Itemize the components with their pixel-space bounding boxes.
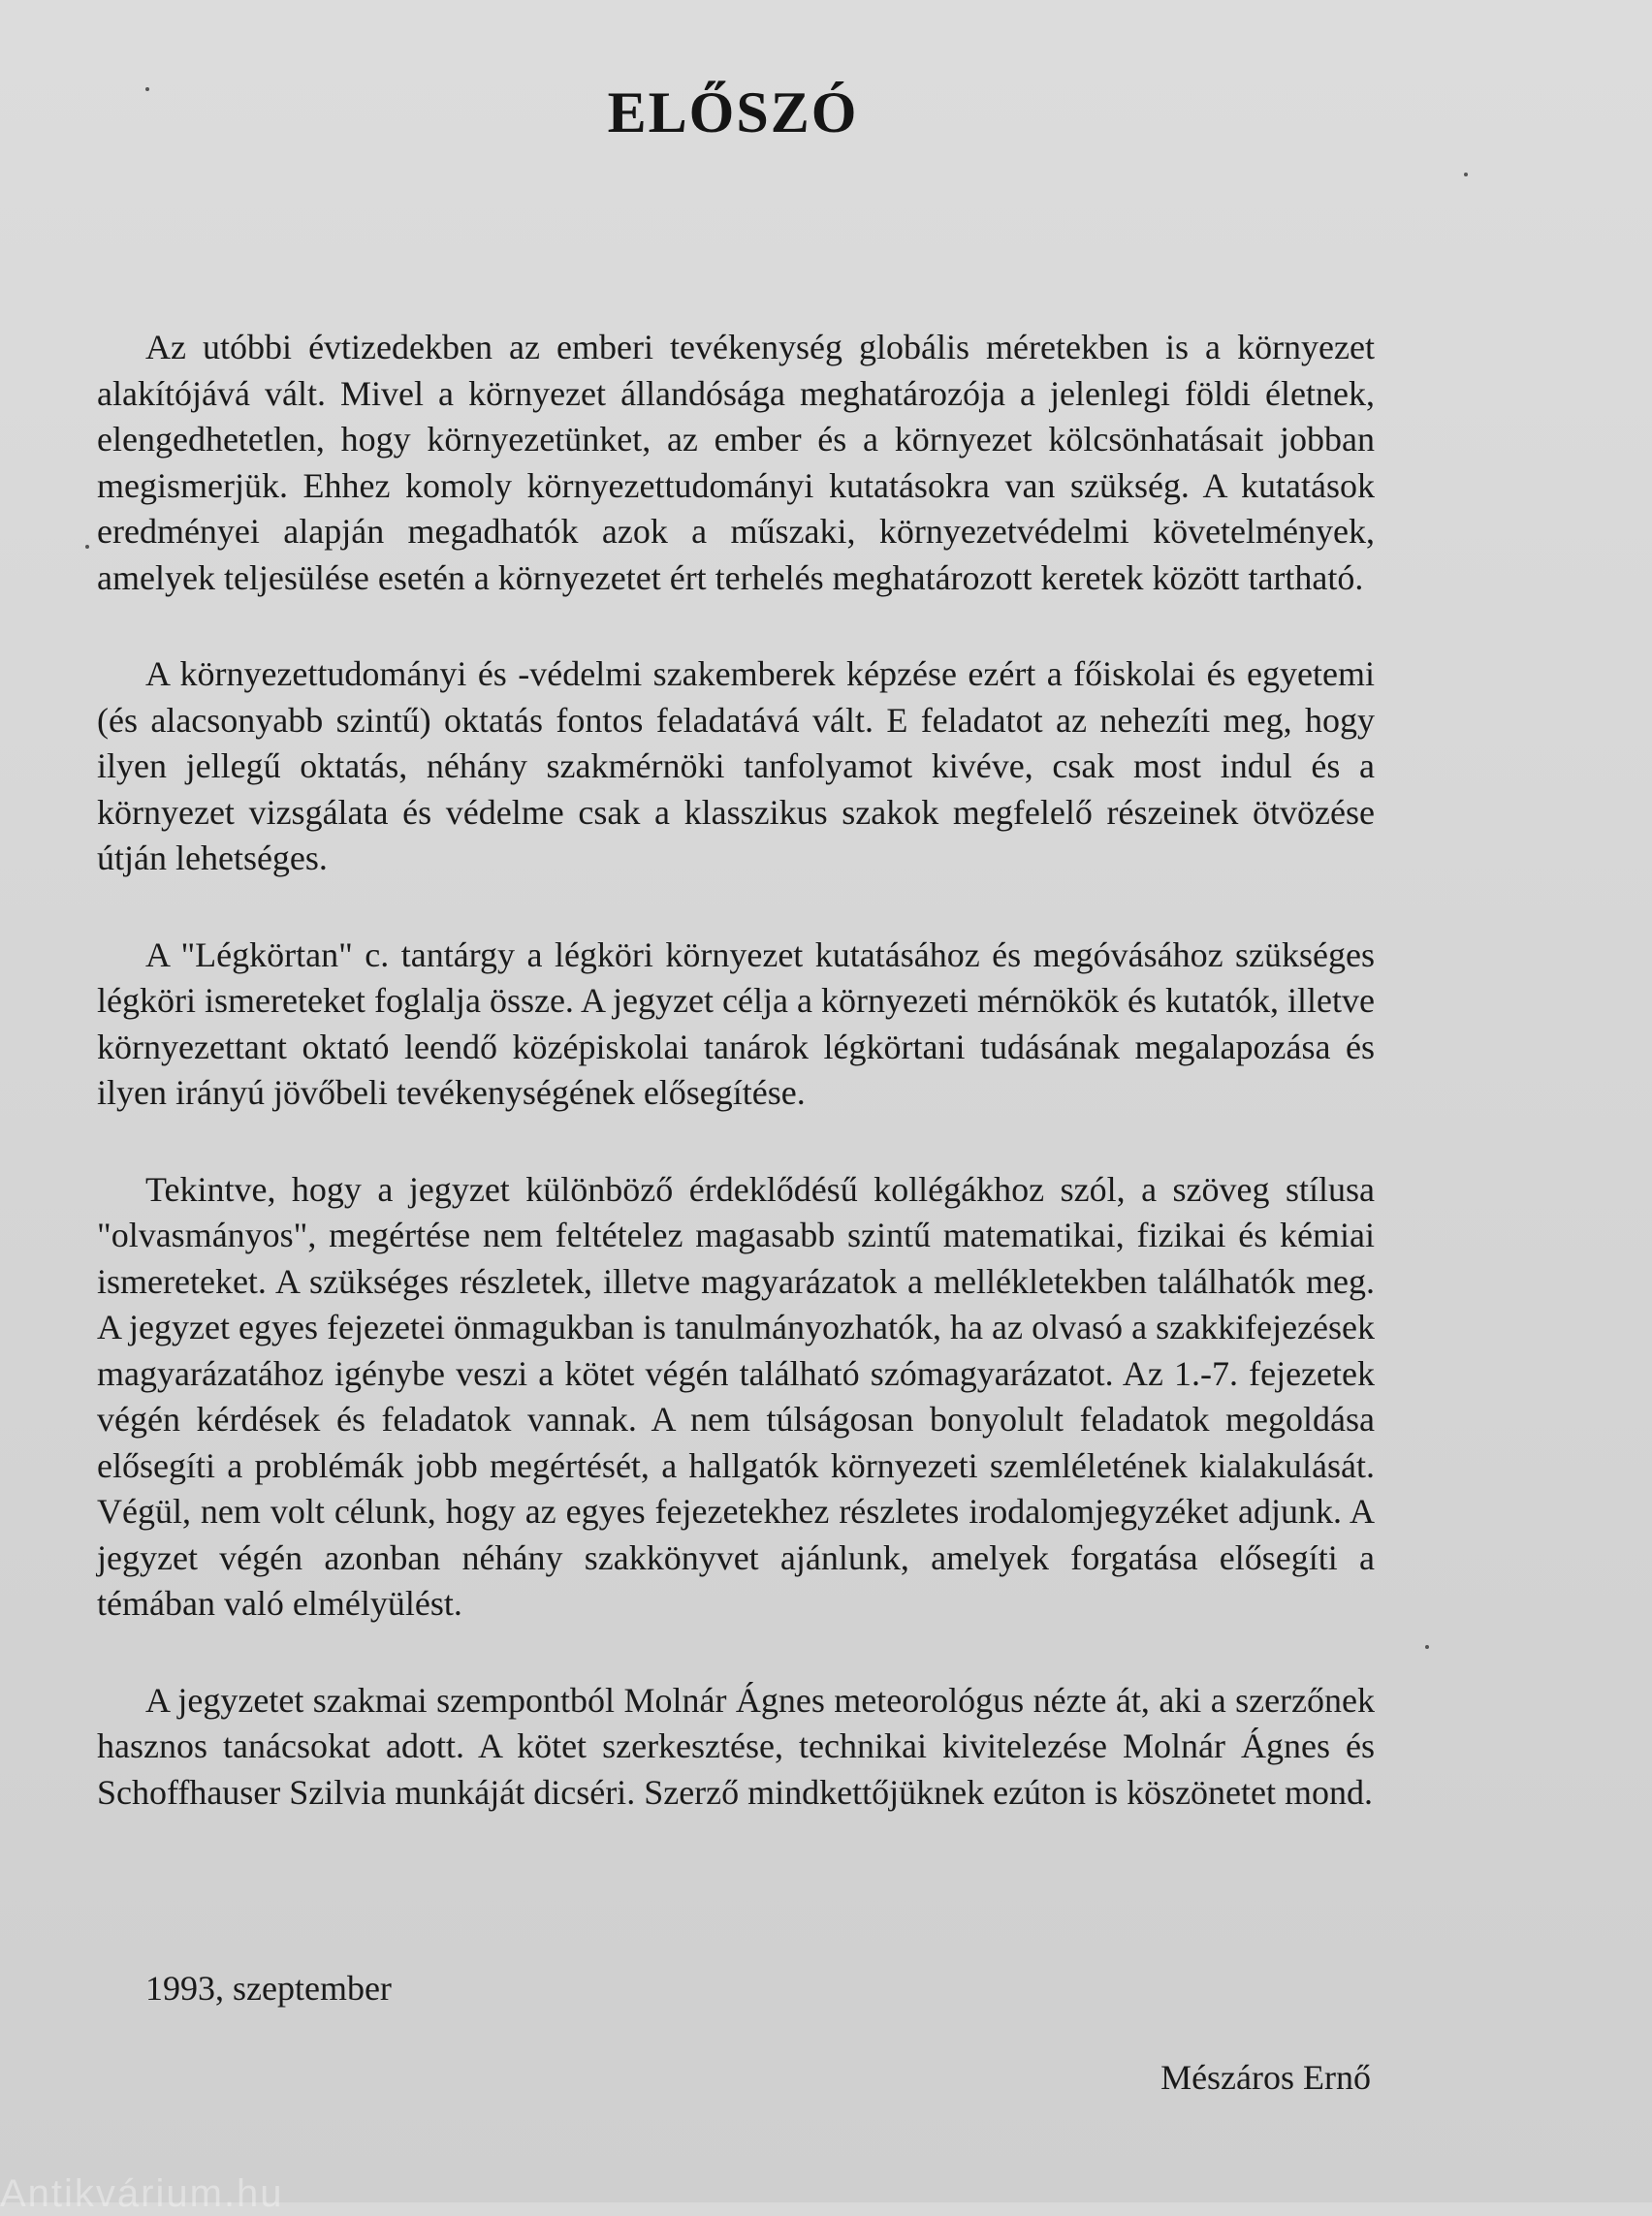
paragraph-4: Tekintve, hogy a jegyzet különböző érdeklődésű kollégákhoz szól, a szöveg stílusa "olvasmányos", megértése nem feltételez magasabb szintű matematikai, fizikai és kémiai ismereteket. A szükséges részletek, illetve magyarázatok a mellékletekben találhatók meg. A jegyzet egyes fejezetei önmagukban is tanulmányozhatók, ha az olvasó a szakkifejezések magyarázatához igénybe veszi a kötet végén található szómagyarázatot. Az 1.-7. fejezetek végén kérdések és feladatok vannak. A nem túlságosan bonyolult feladatok megoldása elősegíti a problémák jobb megértését, a hallgatók környezeti szemléletének kialakulását. Végül, nem volt célunk, hogy az egyes fejezetekhez részletes irodalomjegyzéket adjunk. A jegyzet végén azonban néhány szakkönyvet ajánlunk, amelyek forgatása elősegíti a témában való elmélyülést. — [97, 1169, 1375, 1623]
paper-speck — [1425, 1645, 1429, 1649]
page-title: ELŐSZÓ — [607, 80, 859, 144]
paragraph-5: A jegyzetet szakmai szempontból Molnár Ágnes meteorológus nézte át, aki a szerzőnek hasznos tanácsokat adott. A kötet szerkesztése, technikai kivitelezése Molnár Ágnes és Schoffhauser Szilvia munkáját dicséri. Szerző mindkettőjüknek ezúton is köszönetet mond. — [97, 1680, 1375, 1812]
paper-speck — [1464, 173, 1468, 176]
watermark: Antikvárium.hu — [0, 2172, 284, 2215]
date-line: 1993, szeptember — [145, 1969, 392, 2008]
paper-speck — [85, 545, 89, 549]
paragraph-2: A környezettudományi és -védelmi szakemberek képzése ezért a főiskolai és egyetemi (és alacsonyabb szintű) oktatás fontos feladatává vált. E feladatot az nehezíti meg, hogy ilyen jellegű oktatás, néhány szakmérnöki tanfolyamot kivéve, csak most indul és a környezet vizsgálata és védelme csak a klasszikus szakok megfelelő részeinek ötvözése útján lehetséges. — [97, 654, 1375, 877]
paper-speck — [145, 87, 149, 91]
author-signature: Mészáros Ernő — [1160, 2058, 1371, 2097]
paragraph-1: Az utóbbi évtizedekben az emberi tevékenység globális méretekben is a környezet alakítójává vált. Mivel a környezet állandósága meghatározója a jelenlegi földi életnek, elengedhetetlen, hogy környezetünket, az ember és a környezet kölcsönhatásait jobban megismerjük. Ehhez komoly környezettudományi kutatásokra van szükség. A kutatások eredményei alapján megadhatók azok a műszaki, környezetvédelmi követelmények, amelyek teljesülése esetén a környezetet ért terhelés meghatározott keretek között tartható. — [97, 328, 1375, 597]
paragraph-3: A "Légkörtan" c. tantárgy a légköri környezet kutatásához és megóvásához szükséges légköri ismereteket foglalja össze. A jegyzet célja a környezeti mérnökök és kutatók, illetve környezettant oktató leendő középiskolai tanárok légkörtani tudásának megalapozása és ilyen irányú jövőbeli tevékenységének elősegítése. — [97, 934, 1375, 1112]
preface-body — [97, 325, 1375, 1866]
